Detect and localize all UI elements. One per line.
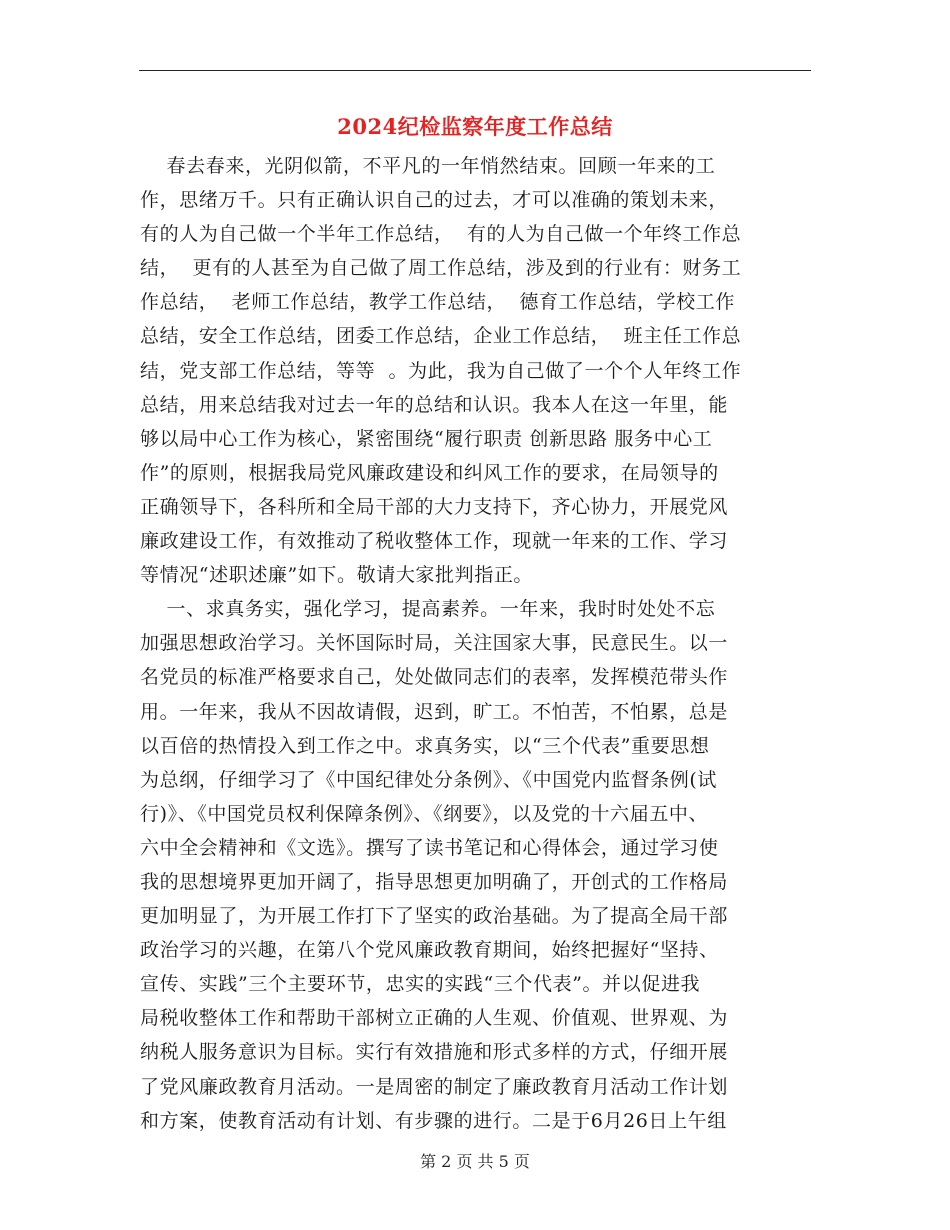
text-line: 名党员的标准严格要求自己，处处做同志们的表率，发挥模范带头作 bbox=[140, 666, 729, 689]
text-line: 政治学习的兴趣，在第八个党风廉政教育期间，始终把握好“坚持、 bbox=[140, 939, 719, 962]
text-line: 宣传、实践”三个主要环节，忠实的实践“三个代表”。并以促进我 bbox=[140, 973, 701, 996]
text-line: 和方案，使教育活动有计划、有步骤的进行。二是于6月26日上午组 bbox=[140, 1109, 727, 1132]
header-rule bbox=[139, 70, 811, 71]
text-line: 够以局中心工作为核心，紧密围绕“履行职责 创新思路 服务中心工 bbox=[140, 427, 713, 450]
text-line: 作”的原则，根据我局党风廉政建设和纠风工作的要求，在局领导的 bbox=[140, 461, 719, 484]
text-line: 为总纲，仔细学习了《中国纪律处分条例》、《中国党内监督条例(试 bbox=[140, 768, 718, 791]
body-text bbox=[140, 149, 820, 1138]
text-line: 春去春来，光阴似箭，不平凡的一年悄然结束。回顾一年来的工 bbox=[140, 155, 716, 177]
text-line: 我的思想境界更加开阔了，指导思想更加明确了，开创式的工作格局 bbox=[140, 870, 729, 893]
text-line: 局税收整体工作和帮助干部树立正确的人生观、价值观、世界观、为 bbox=[140, 1007, 729, 1030]
text-line: 六中全会精神和《文选》。撰写了读书笔记和心得体会，通过学习使 bbox=[140, 836, 719, 859]
text-line: 用。一年来，我从不因故请假，迟到，旷工。不怕苦，不怕累，总是 bbox=[140, 700, 729, 723]
text-line: 一、求真务实，强化学习，提高素养。一年来，我时时处处不忘 bbox=[140, 598, 716, 621]
text-line: 有的人为自己做一个半年工作总结， 有的人为自己做一个年终工作总 bbox=[140, 223, 742, 246]
text-line: 作，思绪万千。只有正确认识自己的过去，才可以准确的策划未来， bbox=[140, 189, 729, 212]
text-line: 正确领导下，各科所和全局干部的大力支持下，齐心协力，开展党风 bbox=[140, 495, 729, 518]
text-line: 作总结， 老师工作总结，教学工作总结， 德育工作总结，学校工作 bbox=[140, 291, 735, 314]
text-line: 以百倍的热情投入到工作之中。求真务实，以“三个代表”重要思想 bbox=[140, 734, 710, 757]
text-line: 廉政建设工作，有效推动了税收整体工作，现就一年来的工作、学习 bbox=[140, 530, 729, 553]
text-line: 了党风廉政教育月活动。一是周密的制定了廉政教育月活动工作计划 bbox=[140, 1075, 729, 1098]
text-line: 更加明显了，为开展工作打下了坚实的政治基础。为了提高全局干部 bbox=[140, 905, 729, 928]
page-number-footer: 第 2 页 共 5 页 bbox=[420, 1152, 530, 1171]
text-line: 纳税人服务意识为目标。实行有效措施和形式多样的方式，仔细开展 bbox=[140, 1041, 729, 1064]
text-line: 加强思想政治学习。关怀国际时局，关注国家大事，民意民生。以一 bbox=[140, 632, 729, 655]
document-title: 2024纪检监察年度工作总结 bbox=[337, 114, 613, 139]
text-line: 总结，安全工作总结，团委工作总结，企业工作总结， 班主任工作总 bbox=[140, 325, 742, 348]
text-line: 结，党支部工作总结，等等 。为此，我为自己做了一个个人年终工作 bbox=[140, 359, 742, 382]
text-line: 等情况“述职述廉”如下。敬请大家批判指正。 bbox=[140, 564, 534, 587]
text-line: 行)》、《中国党员权利保障条例》、《纲要》，以及党的十六届五中、 bbox=[140, 802, 709, 825]
text-line: 总结，用来总结我对过去一年的总结和认识。我本人在这一年里，能 bbox=[140, 393, 729, 416]
text-line: 结， 更有的人甚至为自己做了周工作总结，涉及到的行业有：财务工 bbox=[140, 257, 742, 280]
